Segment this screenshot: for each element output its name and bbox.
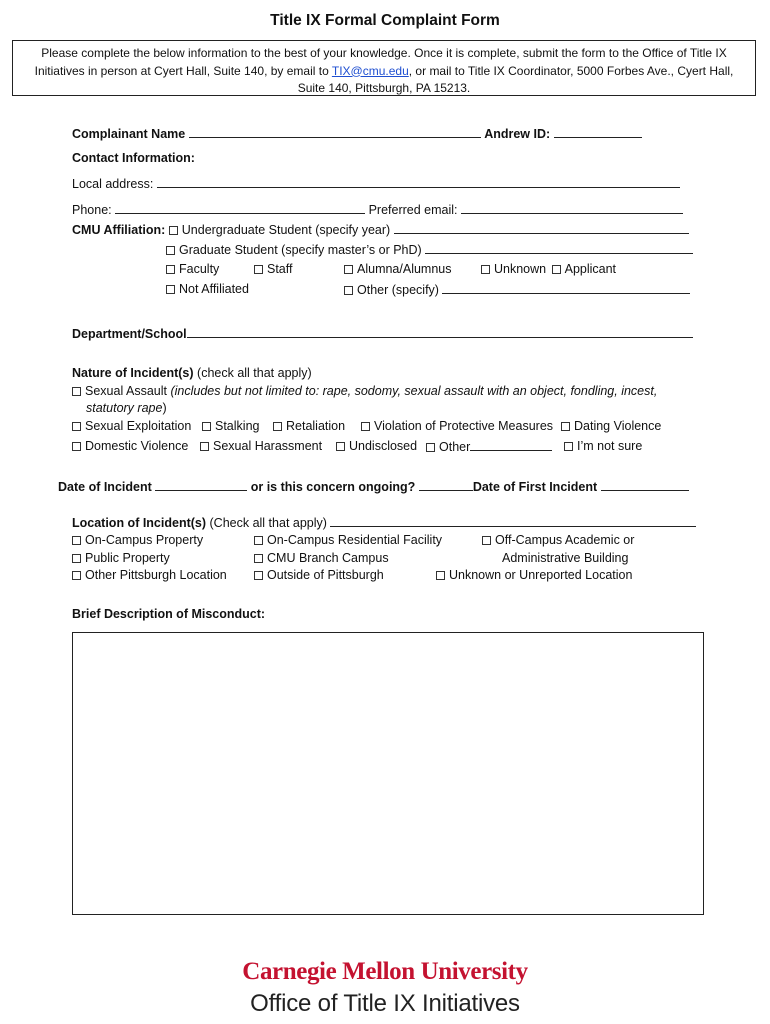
nature-row-2 (72, 419, 191, 433)
staff-option (254, 262, 292, 276)
other-pgh-label: Other Pittsburgh Location (85, 568, 227, 582)
harassment-checkbox[interactable] (200, 442, 209, 451)
instructions-text: Please complete the below information to the best of your knowledge. Once it is complete, submit the form to the Office of Title IX Initiatives in person at Cyert Hall, Suite 140, by email to (34, 46, 727, 78)
on-campus-option (72, 533, 203, 547)
affiliation-label: CMU Affiliation: (72, 223, 166, 237)
location-field[interactable] (330, 515, 696, 527)
public-label: Public Property (85, 551, 170, 565)
branch-checkbox[interactable] (254, 554, 263, 563)
local-address-row (72, 176, 680, 191)
sexual-assault-detail-line-2 (86, 401, 167, 415)
description-label: Brief Description of Misconduct: (72, 607, 266, 621)
outside-option (254, 568, 384, 582)
sexual-assault-detail-2: statutory rape (86, 401, 163, 415)
preferred-email-label: Preferred email: (368, 203, 458, 217)
other-nature-field[interactable] (470, 439, 552, 451)
location-label: Location of Incident(s) (72, 516, 207, 530)
outside-label: Outside of Pittsburgh (267, 568, 384, 582)
applicant-checkbox[interactable] (552, 265, 561, 274)
alumna-checkbox[interactable] (344, 265, 353, 274)
sexual-assault-detail: (includes but not limited to: rape, sodomy, sexual assault with an object, fondling, incest, (170, 384, 658, 398)
preferred-email-field[interactable] (461, 202, 683, 214)
not-sure-checkbox[interactable] (564, 442, 573, 451)
domestic-option (72, 439, 188, 453)
undisclosed-checkbox[interactable] (336, 442, 345, 451)
other-affiliation-field[interactable] (442, 282, 690, 294)
alumna-option (344, 262, 452, 276)
other-affiliation-label: Other (specify) (357, 283, 439, 297)
retaliation-label: Retaliation (286, 419, 346, 433)
staff-checkbox[interactable] (254, 265, 263, 274)
ongoing-label: or is this concern ongoing? (250, 480, 416, 494)
stalking-option (202, 419, 259, 433)
residential-label: On-Campus Residential Facility (267, 533, 443, 547)
sexual-assault-label: Sexual Assault (85, 384, 167, 398)
other-pgh-option (72, 568, 227, 582)
violation-option (361, 419, 553, 433)
faculty-label: Faculty (179, 262, 220, 276)
retaliation-option (273, 419, 345, 433)
dating-checkbox[interactable] (561, 422, 570, 431)
contact-info-label: Contact Information: (72, 151, 195, 165)
nature-hint: (check all that apply) (197, 366, 312, 380)
complainant-name-field[interactable] (189, 126, 481, 138)
applicant-label: Applicant (564, 262, 617, 276)
not-sure-label: I’m not sure (577, 439, 643, 453)
undergrad-label: Undergraduate Student (specify year) (181, 223, 391, 237)
unknown-location-label: Unknown or Unreported Location (449, 568, 633, 582)
on-campus-label: On-Campus Property (85, 533, 204, 547)
phone-label: Phone: (72, 203, 112, 217)
stalking-checkbox[interactable] (202, 422, 211, 431)
unknown-label: Unknown (494, 262, 547, 276)
instructions-box (12, 40, 756, 96)
outside-checkbox[interactable] (254, 571, 263, 580)
department-row (72, 326, 693, 341)
alumna-label: Alumna/Alumnus (357, 262, 452, 276)
not-affiliated-checkbox[interactable] (166, 285, 175, 294)
domestic-label: Domestic Violence (85, 439, 189, 453)
dating-option (561, 419, 661, 433)
nature-label: Nature of Incident(s) (72, 366, 194, 380)
on-campus-checkbox[interactable] (72, 536, 81, 545)
department-label: Department/School (72, 327, 187, 341)
unknown-location-checkbox[interactable] (436, 571, 445, 580)
other-pgh-checkbox[interactable] (72, 571, 81, 580)
grad-checkbox[interactable] (166, 246, 175, 255)
other-nature-checkbox[interactable] (426, 443, 435, 452)
domestic-checkbox[interactable] (72, 442, 81, 451)
residential-checkbox[interactable] (254, 536, 263, 545)
faculty-option (166, 262, 219, 276)
email-link[interactable]: TIX@cmu.edu (331, 63, 409, 78)
exploitation-label: Sexual Exploitation (85, 419, 192, 433)
nature-heading (72, 366, 312, 380)
department-field[interactable] (187, 326, 693, 338)
location-heading (72, 515, 696, 530)
unknown-location-option (436, 568, 632, 582)
public-option (72, 551, 170, 565)
andrew-id-field[interactable] (554, 126, 642, 138)
phone-field[interactable] (115, 202, 365, 214)
dates-row (58, 479, 689, 494)
office-name: Office of Title IX Initiatives (250, 990, 520, 1017)
branch-option (254, 551, 389, 565)
affiliation-row-2 (166, 242, 693, 257)
not-affiliated-option (166, 282, 249, 296)
grad-degree-field[interactable] (425, 242, 693, 254)
local-address-field[interactable] (157, 176, 680, 188)
sexual-assault-option (72, 384, 657, 398)
affiliation-row-1 (72, 222, 689, 237)
sexual-assault-checkbox[interactable] (72, 387, 81, 396)
exploitation-checkbox[interactable] (72, 422, 81, 431)
other-affiliation-option (344, 282, 690, 297)
off-campus-label-line-2: Administrative Building (502, 551, 629, 565)
unknown-option (481, 262, 616, 276)
undisclosed-label: Undisclosed (349, 439, 418, 453)
branch-label: CMU Branch Campus (267, 551, 389, 565)
other-nature-label: Other (439, 440, 471, 454)
undisclosed-option (336, 439, 417, 453)
complainant-name-label: Complainant Name (72, 127, 186, 141)
undergrad-year-field[interactable] (394, 222, 689, 234)
dating-label: Dating Violence (574, 419, 662, 433)
not-sure-option (564, 439, 642, 453)
harassment-option (200, 439, 322, 453)
instructions-text-end: , or mail to Title IX Coordinator, 5000 Forbes Ave., Cyert Hall, Suite 140, Pittsburgh, PA 15213. (297, 63, 734, 96)
location-hint: (Check all that apply) (209, 516, 327, 530)
sexual-assault-detail-close: ) (162, 401, 167, 415)
other-affiliation-checkbox[interactable] (344, 286, 353, 295)
residential-option (254, 533, 442, 547)
unknown-checkbox[interactable] (481, 265, 490, 274)
undergrad-checkbox[interactable] (169, 226, 178, 235)
page-title: Title IX Formal Complaint Form (270, 12, 500, 29)
date-first-incident-field[interactable] (601, 479, 689, 491)
local-address-label: Local address: (72, 177, 154, 191)
public-checkbox[interactable] (72, 554, 81, 563)
violation-checkbox[interactable] (361, 422, 370, 431)
stalking-label: Stalking (215, 419, 260, 433)
retaliation-checkbox[interactable] (273, 422, 282, 431)
staff-label: Staff (267, 262, 293, 276)
complainant-name-row (72, 126, 642, 141)
date-of-incident-field[interactable] (155, 479, 247, 491)
off-campus-checkbox[interactable] (482, 536, 491, 545)
cmu-wordmark: Carnegie Mellon University (242, 958, 528, 985)
ongoing-field[interactable] (419, 479, 473, 491)
grad-label: Graduate Student (specify master’s or PhD) (179, 243, 422, 257)
andrew-id-label: Andrew ID: (484, 127, 551, 141)
off-campus-label: Off-Campus Academic or (495, 533, 635, 547)
description-textarea[interactable] (72, 632, 704, 915)
date-of-incident-label: Date of Incident (58, 480, 152, 494)
off-campus-option (482, 533, 634, 547)
phone-email-row (72, 202, 683, 217)
other-nature-option (426, 439, 552, 454)
not-affiliated-label: Not Affiliated (179, 282, 249, 296)
violation-label: Violation of Protective Measures (374, 419, 554, 433)
faculty-checkbox[interactable] (166, 265, 175, 274)
harassment-label: Sexual Harassment (213, 439, 323, 453)
date-first-incident-label: Date of First Incident (472, 480, 598, 494)
